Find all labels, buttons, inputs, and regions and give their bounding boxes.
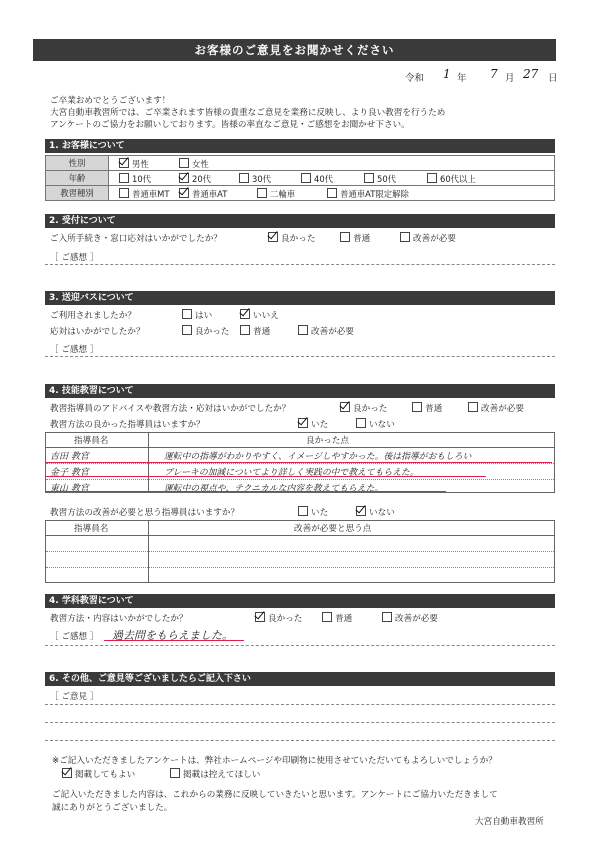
age-option-10s[interactable]: 10代 xyxy=(119,173,151,185)
section-skill-header: 4. 技能教習について xyxy=(45,384,555,398)
checkbox-icon[interactable] xyxy=(179,173,189,183)
classroom-option-improve[interactable]: 改善が必要 xyxy=(382,612,438,624)
age-option-60s[interactable]: 60代以上 xyxy=(427,173,476,185)
checkbox-icon[interactable] xyxy=(356,418,366,428)
gender-label: 性別 xyxy=(46,156,109,171)
reception-comment-label: ［ ご感想 ］ xyxy=(50,253,99,263)
checkbox-icon[interactable] xyxy=(327,188,337,198)
date-era: 令和 xyxy=(405,73,425,84)
good-instructor-option-no[interactable]: いない xyxy=(356,418,395,430)
comment-line[interactable] xyxy=(45,645,555,646)
age-option-20s[interactable]: 20代 xyxy=(179,173,211,185)
bus-service-option-good[interactable]: 良かった xyxy=(182,325,229,337)
bus-service-option-normal[interactable]: 普通 xyxy=(240,325,270,337)
checkbox-icon[interactable] xyxy=(412,402,422,412)
header-improve-point: 改善が必要と思う点 xyxy=(294,524,372,534)
checkbox-icon[interactable] xyxy=(400,232,410,242)
skill-instructor-question: 教習指導員のアドバイスや教習方法・応対はいかがでしたか？ xyxy=(50,404,291,414)
bad-instructor-question: 教習方法の改善が必要と思う指導員はいますか？ xyxy=(50,508,240,518)
age-option-50s[interactable]: 50代 xyxy=(364,173,396,185)
intro-text xyxy=(50,95,560,131)
instructor-name[interactable]: 東山 教官 xyxy=(50,484,89,494)
bad-instructor-option-yes[interactable]: いた xyxy=(298,506,328,518)
date-year[interactable]: 1 xyxy=(443,67,451,81)
classroom-comment-label: ［ ご感想 ］ xyxy=(50,632,99,642)
good-point[interactable]: 運転中の視点や、テクニカルな内容を教えてもらえた。 xyxy=(164,484,384,494)
gender-option-male[interactable]: 男性 xyxy=(119,158,149,170)
table-header xyxy=(46,521,554,536)
highlight-underline xyxy=(46,476,486,477)
date-month[interactable]: 7 xyxy=(490,67,498,81)
section-reception-header: 2. 受付について xyxy=(45,214,555,228)
checkbox-icon[interactable] xyxy=(179,188,189,198)
checkbox-icon[interactable] xyxy=(382,612,392,622)
reception-question: ご入所手続き・窓口応対はいかがでしたか？ xyxy=(50,234,222,244)
good-instructor-question: 教習方法の良かった指導員はいますか？ xyxy=(50,420,205,430)
header-good-point: 良かった点 xyxy=(306,436,349,446)
good-point[interactable]: 運転中の指導がわかりやすく、イメージしやすかった。後は指導がおもしろい xyxy=(164,452,472,462)
course-option-mt[interactable]: 普通車MT xyxy=(119,188,169,200)
other-comment-label: ［ ご意見 ］ xyxy=(50,692,99,702)
reception-option-normal[interactable]: 普通 xyxy=(340,232,370,244)
checkbox-icon[interactable] xyxy=(240,325,250,335)
signature: 大宮自動車教習所 xyxy=(475,817,544,827)
highlight-underline xyxy=(46,491,446,492)
checkbox-icon[interactable] xyxy=(119,158,129,168)
skill-option-improve[interactable]: 改善が必要 xyxy=(468,402,524,414)
classroom-question: 教習方法・内容はいかがでしたか？ xyxy=(50,614,188,624)
consent-question: ※ご記入いただきましたアンケートは、弊社ホームページや印刷物に使用させていただいてもよろしいでしょうか？ xyxy=(52,756,497,766)
table-row xyxy=(46,464,554,480)
checkbox-icon[interactable] xyxy=(182,325,192,335)
skill-option-normal[interactable]: 普通 xyxy=(412,402,442,414)
comment-line[interactable] xyxy=(45,740,555,741)
bus-service-option-improve[interactable]: 改善が必要 xyxy=(298,325,354,337)
customer-info-table xyxy=(45,155,555,201)
checkbox-icon[interactable] xyxy=(119,173,129,183)
highlight-underline xyxy=(46,462,552,463)
comment-line[interactable] xyxy=(45,264,555,265)
checkbox-icon[interactable] xyxy=(179,158,189,168)
bus-use-option-no[interactable]: いいえ xyxy=(240,309,279,321)
checkbox-icon[interactable] xyxy=(240,309,250,319)
checkbox-icon[interactable] xyxy=(268,232,278,242)
comment-line[interactable] xyxy=(45,356,555,357)
checkbox-icon[interactable] xyxy=(356,506,366,516)
header-instructor-name: 指導員名 xyxy=(74,436,109,446)
bad-instructor-option-no[interactable]: いない xyxy=(356,506,395,518)
consent-option-allow[interactable]: 掲載してもよい xyxy=(62,768,135,780)
course-option-at-release[interactable]: 普通車AT限定解除 xyxy=(327,188,409,200)
intro-line: ご卒業おめでとうございます！ xyxy=(50,96,171,106)
date-month-unit: 月 xyxy=(505,73,515,84)
bus-use-question: ご利用されましたか？ xyxy=(50,311,136,321)
bus-comment-label: ［ ご感想 ］ xyxy=(50,345,99,355)
checkbox-icon[interactable] xyxy=(301,173,311,183)
comment-line[interactable] xyxy=(45,704,555,705)
table-row[interactable] xyxy=(46,552,554,568)
form-title: お客様のご意見をお聞かせください xyxy=(33,39,556,61)
bus-use-option-yes[interactable]: はい xyxy=(182,309,212,321)
classroom-option-good[interactable]: 良かった xyxy=(255,612,302,624)
checkbox-icon[interactable] xyxy=(255,612,265,622)
skill-option-good[interactable]: 良かった xyxy=(340,402,387,414)
section-customer-header: 1. お客様について xyxy=(45,139,555,153)
table-row[interactable] xyxy=(46,536,554,552)
consent-option-deny[interactable]: 掲載は控えてほしい xyxy=(170,768,260,780)
classroom-comment[interactable]: 過去問をもらえました。 xyxy=(112,629,233,642)
course-option-motorcycle[interactable]: 二輪車 xyxy=(257,188,295,200)
reception-option-improve[interactable]: 改善が必要 xyxy=(400,232,456,244)
good-point[interactable]: ブレーキの加減についてより詳しく実践の中で教えてもらえた。 xyxy=(164,468,419,478)
date-day-unit: 日 xyxy=(548,73,558,84)
comment-line[interactable] xyxy=(45,722,555,723)
checkbox-icon[interactable] xyxy=(298,325,308,335)
bus-service-question: 応対はいかがでしたか？ xyxy=(50,327,145,337)
checkbox-icon[interactable] xyxy=(257,188,267,198)
date-year-unit: 年 xyxy=(457,73,467,84)
section-bus-header: 3. 送迎バスについて xyxy=(45,291,555,305)
checkbox-icon[interactable] xyxy=(239,173,249,183)
checkbox-icon[interactable] xyxy=(298,418,308,428)
checkbox-icon[interactable] xyxy=(62,768,72,778)
checkbox-icon[interactable] xyxy=(427,173,437,183)
checkbox-icon[interactable] xyxy=(170,768,180,778)
course-option-at[interactable]: 普通車AT xyxy=(179,188,227,200)
good-instructor-option-yes[interactable]: いた xyxy=(298,418,328,430)
checkbox-icon[interactable] xyxy=(322,612,332,622)
checkbox-icon[interactable] xyxy=(119,188,129,198)
table-header xyxy=(46,433,554,448)
closing-line: ご記入いただきました内容は、これからの業務に反映していきたいと思います。アンケートにご協力いただきまして xyxy=(52,790,498,800)
checkbox-icon[interactable] xyxy=(340,232,350,242)
closing-line: 誠にありがとうございました。 xyxy=(52,803,173,813)
course-label: 教習種別 xyxy=(46,186,109,201)
highlight-underline xyxy=(104,640,244,641)
age-option-30s[interactable]: 30代 xyxy=(239,173,271,185)
age-label: 年齢 xyxy=(46,171,109,186)
intro-line: アンケートのご協力をお願いしております。皆様の率直なご意見・ご感想をお聞かせ下さい。 xyxy=(50,120,410,130)
checkbox-icon[interactable] xyxy=(364,173,374,183)
table-row xyxy=(46,480,554,495)
instructor-name[interactable]: 金子 教官 xyxy=(50,468,89,478)
instructor-name[interactable]: 吉田 教官 xyxy=(50,452,89,462)
age-option-40s[interactable]: 40代 xyxy=(301,173,333,185)
bad-instructor-table xyxy=(45,520,555,583)
checkbox-icon[interactable] xyxy=(468,402,478,412)
intro-line: 大宮自動車教習所では、ご卒業されます皆様の貴重なご意見を業務に反映し、より良い教習を行うため xyxy=(50,108,446,118)
checkbox-icon[interactable] xyxy=(340,402,350,412)
header-instructor-name: 指導員名 xyxy=(74,524,109,534)
classroom-option-normal[interactable]: 普通 xyxy=(322,612,352,624)
reception-option-good[interactable]: 良かった xyxy=(268,232,315,244)
section-classroom-header: 4. 学科教習について xyxy=(45,594,555,608)
date-day[interactable]: 27 xyxy=(523,67,539,81)
section-other-header: 6. その他、ご意見等ございましたらご記入下さい xyxy=(45,672,555,686)
table-row[interactable] xyxy=(46,568,554,583)
checkbox-icon[interactable] xyxy=(182,309,192,319)
gender-option-female[interactable]: 女性 xyxy=(179,158,209,170)
checkbox-icon[interactable] xyxy=(298,506,308,516)
